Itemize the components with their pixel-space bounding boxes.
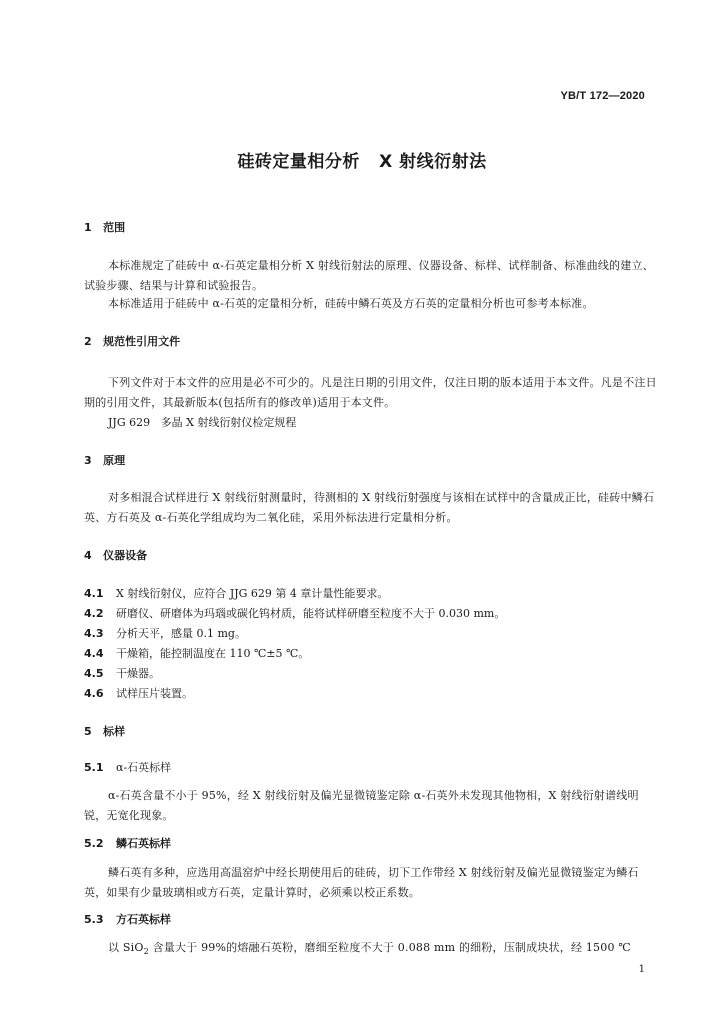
document-title: 硅砖定量相分析 X 射线衍射法 [237, 152, 487, 172]
section-3-paragraph-1: 对多相混合试样进行 X 射线衍射测量时，待测相的 X 射线衍射强度与该相在试样中的含量成正比，硅砖中鳞石英、方石英及 α-石英化学组成均为二氧化硅，采用外标法进行定量相分析。 [84, 491, 655, 524]
text-fragment: 含量大于 99%的熔融石英粉，磨细至粒度不大于 0.088 mm 的细粉，压制成块状，经 1500 ℃ [148, 941, 631, 954]
standard-number: YB/T 172—2020 [560, 90, 645, 102]
subsection-5-1-paragraph: α-石英含量不小于 95%，经 X 射线衍射及偏光显微镜鉴定除 α-石英外未发现其他物相，X 射线衍射谱线明锐，无宽化现象。 [84, 789, 639, 822]
subsection-5-2-paragraph: 鳞石英有多种，应选用高温窑炉中经长期使用后的硅砖，切下工作带经 X 射线衍射及偏光显微镜鉴定为鳞石英，如果有少量玻璃相或方石英，定量计算时，必须乘以校正系数。 [84, 866, 639, 899]
subsection-title: 鳞石英标样 [116, 837, 171, 850]
section-2-heading: 2 规范性引用文件 [84, 335, 181, 348]
item-text: 试样压片装置。 [116, 687, 193, 700]
section-1-heading: 1 范围 [84, 221, 126, 234]
item-text: 研磨仪、研磨体为玛瑙或碳化钨材质，能将试样研磨至粒度不大于 0.030 mm。 [116, 607, 506, 620]
list-item [84, 605, 505, 621]
item-number: 4.3 [84, 627, 104, 640]
subsection-title: α-石英标样 [116, 761, 172, 774]
text-fragment: 以 SiO [108, 941, 144, 954]
item-number: 4.5 [84, 667, 104, 680]
item-text: X 射线衍射仪，应符合 JJG 629 第 4 章计量性能要求。 [116, 587, 389, 600]
subsection-number: 5.1 [84, 761, 104, 774]
subsection-number: 5.2 [84, 837, 104, 850]
subsection-5-3-heading [84, 911, 171, 927]
list-item [84, 625, 246, 641]
item-number: 4.4 [84, 647, 104, 660]
list-item [84, 645, 309, 661]
item-text: 分析天平，感量 0.1 mg。 [116, 627, 246, 640]
section-2-paragraph-1: 下列文件对于本文件的应用是必不可少的。凡是注日期的引用文件，仅注日期的版本适用于本文件。凡是不注日期的引用文件，其最新版本(包括所有的修改单)适用于本文件。 [84, 376, 657, 409]
section-1-paragraph-1: 本标准规定了硅砖中 α-石英定量相分析 X 射线衍射法的原理、仪器设备、标样、试样制备、标准曲线的建立、试验步骤、结果与计算和试验报告。 [84, 259, 654, 292]
item-number: 4.6 [84, 687, 104, 700]
subsection-5-2-heading [84, 835, 171, 851]
item-number: 4.1 [84, 587, 104, 600]
section-3-heading: 3 原理 [84, 454, 126, 467]
item-number: 4.2 [84, 607, 104, 620]
subsection-5-3-paragraph [84, 938, 658, 962]
list-item [84, 665, 160, 681]
item-text: 干燥器。 [116, 667, 160, 680]
subsection-number: 5.3 [84, 913, 104, 926]
subsection-5-1-heading [84, 759, 171, 775]
normative-reference: JJG 629 多晶 X 射线衍射仪检定规程 [108, 416, 297, 429]
list-item [84, 685, 193, 701]
item-text: 干燥箱，能控制温度在 110 ℃±5 ℃。 [116, 647, 310, 660]
subsection-title: 方石英标样 [116, 913, 171, 926]
subscript: 2 [143, 947, 149, 957]
section-1-paragraph-2: 本标准适用于硅砖中 α-石英的定量相分析，硅砖中鳞石英及方石英的定量相分析也可参考本标准。 [108, 297, 594, 310]
section-5-heading: 5 标样 [84, 725, 126, 738]
list-item [84, 585, 388, 601]
section-4-heading: 4 仪器设备 [84, 549, 148, 562]
page-number: 1 [638, 964, 645, 975]
